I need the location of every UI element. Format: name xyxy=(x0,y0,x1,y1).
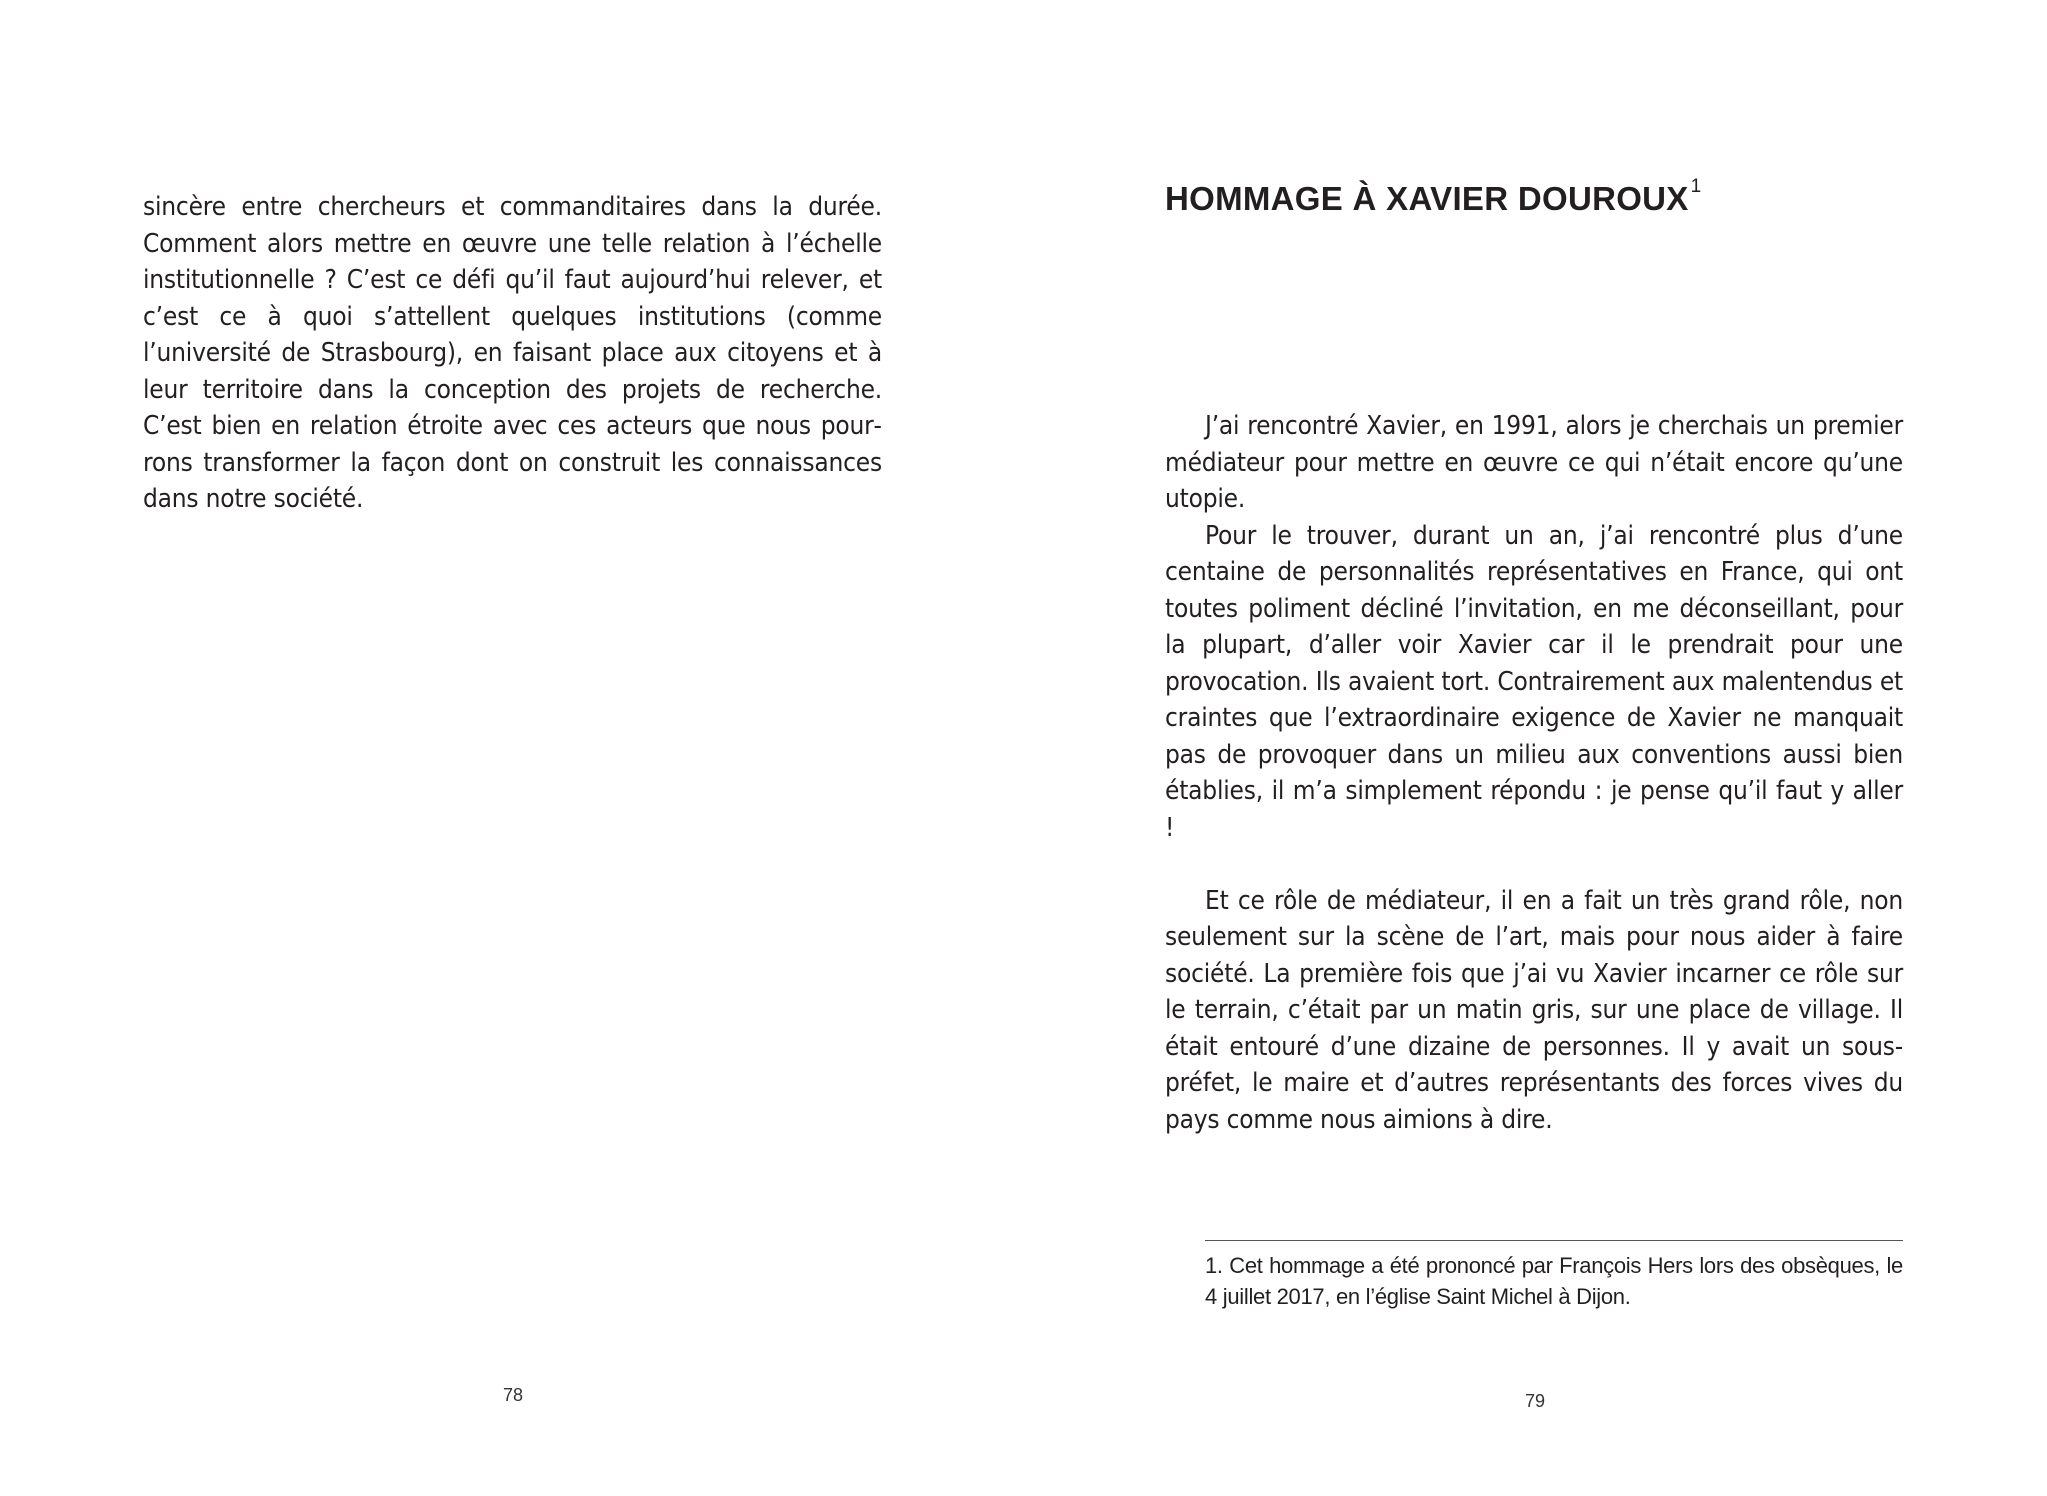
paragraph-1: J’ai rencontré Xavier, en 1991, alors je cherchais un premier médiateur pour mettre en œuvre ce qui n’était encore qu’une utopie. xyxy=(1165,411,1903,514)
chapter-title-text: HOMMAGE À XAVIER DOUROUX xyxy=(1165,180,1689,217)
paragraph-2: Pour le trouver, durant un an, j’ai rencontré plus d’une centaine de personnalités représentatives en France, qui ont toutes poliment décliné l’invitation, en me déconseillant, pour la plupart, d’aller voir Xavier car il le prendrait pour une provocation. Ils avaient tort. Contrairement aux malentendus et craintes que l’extraordinaire exigence de Xavier ne manquait pas de provoquer dans un milieu aux conventions aussi bien établies, il m’a simplement répondu : je pense qu’il faut y aller ! xyxy=(1165,520,1903,843)
right-page xyxy=(1023,0,2047,1496)
footnote-marker[interactable]: 1 xyxy=(1690,176,1702,197)
footnote-divider xyxy=(1205,1240,1903,1241)
page-number-left: 78 xyxy=(503,1385,524,1405)
left-page xyxy=(0,0,1023,1496)
page-number-right: 79 xyxy=(1525,1391,1546,1411)
left-page-body xyxy=(143,189,882,518)
footnote: 1. Cet hommage a été prononcé par François Hers lors des obsèques, le 4 juillet 2017, en l’église Saint Michel à Dijon. xyxy=(1205,1253,1903,1309)
right-page-body xyxy=(1165,408,1903,1138)
chapter-title xyxy=(1165,176,1702,218)
left-page-paragraph: sincère entre chercheurs et commanditaires dans la durée. Comment alors mettre en œuvre une telle relation à l’échelle institutionnelle ? C’est ce défi qu’il faut aujourd’hui relever, et c’est ce à quoi s’attellent quelques institutions (comme l’université de Strasbourg), en faisant place aux citoyens et à leur territoire dans la conception des projets de recherche. C’est bien en relation étroite avec ces acteurs que nous pourrons transformer la façon dont on construit les connaissances dans notre société. xyxy=(143,192,882,514)
paragraph-3: Et ce rôle de médiateur, il en a fait un très grand rôle, non seulement sur la scène de l’art, mais pour nous aider à faire société. La première fois que j’ai vu Xavier incarner ce rôle sur le terrain, c’était par un matin gris, sur une place de village. Il était entouré d’une dizaine de personnes. Il y avait un sous-préfet, le maire et d’autres représentants des forces vives du pays comme nous aimions à dire. xyxy=(1165,885,1903,1135)
